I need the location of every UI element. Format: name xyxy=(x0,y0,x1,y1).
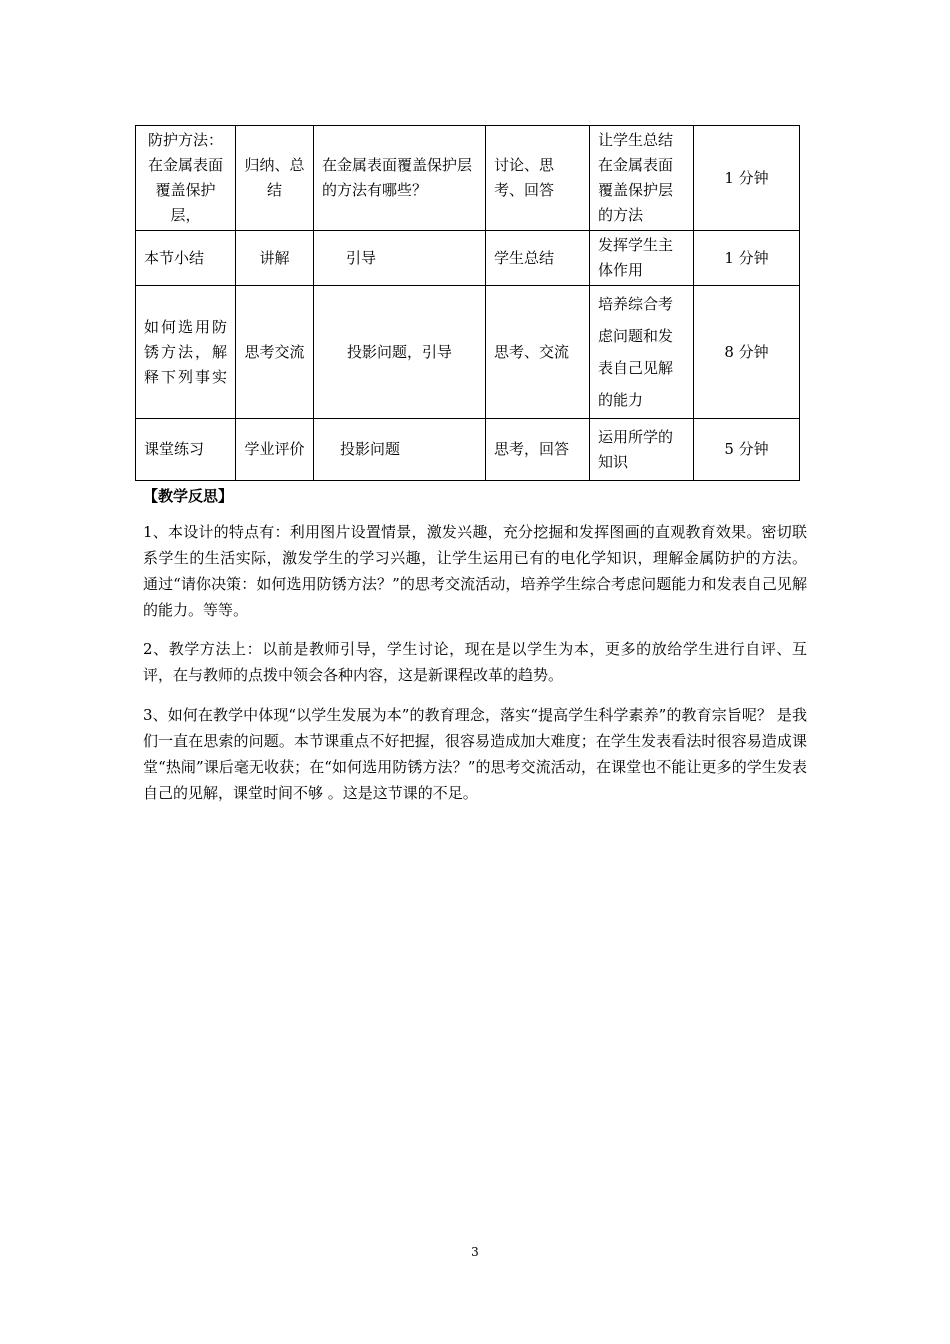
student-activity-cell: 思考，回答 xyxy=(486,419,590,481)
time-cell: 8 分钟 xyxy=(694,286,800,419)
table-row xyxy=(136,231,800,286)
teacher-activity-cell: 投影问题 xyxy=(314,419,486,481)
time-cell: 1 分钟 xyxy=(694,231,800,286)
method-cell: 讲解 xyxy=(236,231,314,286)
student-activity-cell: 学生总结 xyxy=(486,231,590,286)
time-cell: 5 分钟 xyxy=(694,419,800,481)
teacher-activity-cell: 在金属表面覆盖保护层的方法有哪些？ xyxy=(314,126,486,231)
design-intent-cell: 运用所学的知识 xyxy=(590,419,694,481)
teacher-activity-cell: 投影问题，引导 xyxy=(314,286,486,419)
student-activity-cell: 思考、交流 xyxy=(486,286,590,419)
method-cell: 思考交流 xyxy=(236,286,314,419)
time-cell: 1 分钟 xyxy=(694,126,800,231)
reflection-paragraph: 1、本设计的特点有：利用图片设置情景，激发兴趣，充分挖掘和发挥图画的直观教育效果。密切联系学生的生活实际，激发学生的学习兴趣，让学生运用已有的电化学知识，理解金属防护的方法。 通过“请你决策：如何选用防锈方法？”的思考交流活动，培养学生综合考虑问题能力和发表自己见解的能力。等等。 xyxy=(143,523,807,619)
student-activity-cell: 讨论、思考、回答 xyxy=(486,126,590,231)
teacher-activity-cell: 引导 xyxy=(314,231,486,286)
reflection-heading: 【教学反思】 xyxy=(143,487,234,505)
content-cell: 如何选用防锈方法，解释下列事实 xyxy=(136,286,236,419)
reflection-paragraph: 2、教学方法上：以前是教师引导，学生讨论，现在是以学生为本，更多的放给学生进行自评、互评，在与教师的点拨中领会各种内容，这是新课程改革的趋势。 xyxy=(143,640,807,684)
method-cell: 学业评价 xyxy=(236,419,314,481)
lesson-plan-table xyxy=(135,125,800,481)
reflection-paragraph: 3、如何在教学中体现“以学生发展为本”的教育理念，落实“提高学生科学素养”的教育宗旨呢？ 是我们一直在思索的问题。本节课重点不好把握，很容易造成加大难度；在学生发表看法时很容易造成课堂“热闹”课后毫无收获；在“如何选用防锈方法？”的思考交流活动，在课堂也不能让更多的学生发表自己的见解，课堂时间不够 。这是这节课的不足。 xyxy=(143,706,807,802)
method-cell: 归纳、总结 xyxy=(236,126,314,231)
table-row xyxy=(136,126,800,231)
design-intent-cell: 让学生总结在金属表面覆盖保护层的方法 xyxy=(590,126,694,231)
page-number: 3 xyxy=(471,1245,479,1259)
content-cell: 本节小结 xyxy=(136,231,236,286)
table-row xyxy=(136,286,800,419)
design-intent-cell: 发挥学生主体作用 xyxy=(590,231,694,286)
table-row xyxy=(136,419,800,481)
design-intent-cell: 培养综合考虑问题和发表自己见解的能力 xyxy=(590,286,694,419)
content-cell: 课堂练习 xyxy=(136,419,236,481)
content-cell: 防护方法：在金属表面覆盖保护层， xyxy=(136,126,236,231)
